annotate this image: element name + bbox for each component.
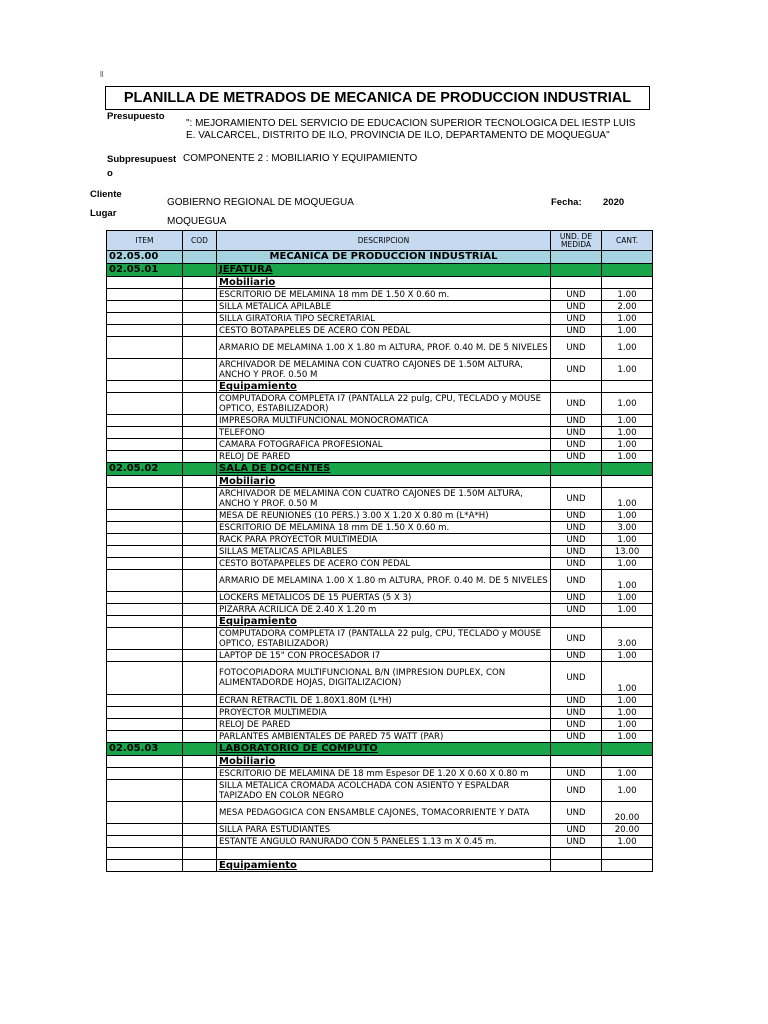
cod-cell <box>183 488 217 510</box>
unit-cell: UND <box>551 313 602 325</box>
description-cell: MECANICA DE PRODUCCION INDUSTRIAL <box>217 251 551 264</box>
cod-cell <box>183 439 217 451</box>
cod-cell <box>183 381 217 393</box>
description-cell: ECRAN RETRACTIL DE 1.80X1.80M (L*H) <box>217 695 551 707</box>
quantity-cell: 1.00 <box>602 719 653 731</box>
item-cell: 02.05.03 <box>107 743 183 756</box>
table-row <box>107 802 653 824</box>
item-cell <box>107 325 183 337</box>
unit-cell: UND <box>551 604 602 616</box>
description-cell: MESA PEDAGOGICA CON ENSAMBLE CAJONES, TOMACORRIENTE Y DATA <box>217 802 551 824</box>
description-cell: PARLANTES AMBIENTALES DE PARED 75 WATT (PAR) <box>217 731 551 743</box>
item-cell <box>107 558 183 570</box>
item-cell <box>107 301 183 313</box>
description-cell <box>217 848 551 860</box>
fecha-label: Fecha: <box>551 197 582 208</box>
unit-cell: UND <box>551 628 602 650</box>
description-cell: Equipamiento <box>217 381 551 393</box>
item-cell <box>107 510 183 522</box>
quantity-cell: 1.00 <box>602 534 653 546</box>
description-cell: PIZARRA ACRILICA DE 2.40 X 1.20 m <box>217 604 551 616</box>
quantity-cell: 1.00 <box>602 337 653 359</box>
quantity-cell: 1.00 <box>602 427 653 439</box>
unit-cell: UND <box>551 415 602 427</box>
table-row <box>107 415 653 427</box>
subheading-row <box>107 756 653 768</box>
table-row <box>107 451 653 463</box>
presupuesto-label: Presupuesto <box>107 111 165 122</box>
table-row <box>107 325 653 337</box>
item-cell <box>107 289 183 301</box>
description-cell: RELOJ DE PARED <box>217 451 551 463</box>
item-cell <box>107 802 183 824</box>
cod-cell <box>183 768 217 780</box>
cod-cell <box>183 616 217 628</box>
description-cell: CESTO BOTAPAPELES DE ACERO CON PEDAL <box>217 325 551 337</box>
table-row <box>107 768 653 780</box>
quantity-cell <box>602 381 653 393</box>
unit-cell <box>551 251 602 264</box>
description-cell: Equipamiento <box>217 616 551 628</box>
table-row <box>107 780 653 802</box>
column-header-cantidad: CANT. <box>602 231 653 251</box>
quantity-cell: 1.00 <box>602 662 653 695</box>
quantity-cell: 1.00 <box>602 393 653 415</box>
description-cell: CAMARA FOTOGRAFICA PROFESIONAL <box>217 439 551 451</box>
item-cell <box>107 488 183 510</box>
table-row <box>107 650 653 662</box>
item-cell <box>107 277 183 289</box>
quantity-cell <box>602 756 653 768</box>
quantity-cell: 1.00 <box>602 451 653 463</box>
table-row <box>107 836 653 848</box>
cod-cell <box>183 546 217 558</box>
unit-cell <box>551 264 602 277</box>
unit-cell: UND <box>551 558 602 570</box>
unit-cell <box>551 756 602 768</box>
subheading-row <box>107 616 653 628</box>
unit-cell: UND <box>551 719 602 731</box>
description-cell: ESCRITORIO DE MELAMINA 18 mm DE 1.50 X 0.60 m. <box>217 522 551 534</box>
unit-cell: UND <box>551 522 602 534</box>
table-row <box>107 289 653 301</box>
table-row <box>107 393 653 415</box>
column-header-unidad: UND. DE MEDIDA <box>551 231 602 251</box>
cod-cell <box>183 510 217 522</box>
item-cell <box>107 393 183 415</box>
description-cell: RACK PARA PROYECTOR MULTIMEDIA <box>217 534 551 546</box>
unit-cell <box>551 616 602 628</box>
item-cell: 02.05.01 <box>107 264 183 277</box>
unit-cell <box>551 463 602 476</box>
unit-cell: UND <box>551 731 602 743</box>
item-cell <box>107 780 183 802</box>
item-cell <box>107 570 183 592</box>
table-row <box>107 628 653 650</box>
description-cell: IMPRESORA MULTIFUNCIONAL MONOCROMATICA <box>217 415 551 427</box>
quantity-cell: 1.00 <box>602 780 653 802</box>
description-cell: CESTO BOTAPAPELES DE ACERO CON PEDAL <box>217 558 551 570</box>
table-row <box>107 707 653 719</box>
cod-cell <box>183 719 217 731</box>
item-cell <box>107 616 183 628</box>
cod-cell <box>183 337 217 359</box>
quantity-cell: 1.00 <box>602 604 653 616</box>
description-cell: SILLA GIRATORIA TIPO SECRETARIAL <box>217 313 551 325</box>
item-cell <box>107 427 183 439</box>
table-row <box>107 313 653 325</box>
cod-cell <box>183 570 217 592</box>
table-row <box>107 301 653 313</box>
cod-cell <box>183 301 217 313</box>
cod-cell <box>183 476 217 488</box>
item-cell: 02.05.00 <box>107 251 183 264</box>
table-row <box>107 534 653 546</box>
quantity-cell: 1.00 <box>602 439 653 451</box>
description-cell: LOCKERS METALICOS DE 15 PUERTAS (5 X 3) <box>217 592 551 604</box>
item-cell <box>107 546 183 558</box>
cod-cell <box>183 731 217 743</box>
table-row <box>107 359 653 381</box>
column-header-cod: COD <box>183 231 217 251</box>
item-cell <box>107 836 183 848</box>
presupuesto-line-2: E. VALCARCEL, DISTRITO DE ILO, PROVINCIA DE ILO, DEPARTAMENTO DE MOQUEGUA" <box>186 130 610 141</box>
item-cell <box>107 719 183 731</box>
description-cell: ARCHIVADOR DE MELAMINA CON CUATRO CAJONES DE 1.50M ALTURA, ANCHO Y PROF. 0.50 M <box>217 488 551 510</box>
cod-cell <box>183 289 217 301</box>
cod-cell <box>183 522 217 534</box>
unit-cell <box>551 860 602 872</box>
item-cell <box>107 662 183 695</box>
column-header-descripcion: DESCRIPCION <box>217 231 551 251</box>
unit-cell: UND <box>551 695 602 707</box>
column-header-item: ITEM <box>107 231 183 251</box>
description-cell: ESCRITORIO DE MELAMINA 18 mm DE 1.50 X 0.60 m. <box>217 289 551 301</box>
quantity-cell: 3.00 <box>602 522 653 534</box>
unit-cell: UND <box>551 439 602 451</box>
cod-cell <box>183 604 217 616</box>
cod-cell <box>183 313 217 325</box>
unit-cell <box>551 848 602 860</box>
cod-cell <box>183 628 217 650</box>
description-cell: ESTANTE ANGULO RANURADO CON 5 PANELES 1.13 m X 0.45 m. <box>217 836 551 848</box>
quantity-cell: 20.00 <box>602 824 653 836</box>
presupuesto-line-1: ": MEJORAMIENTO DEL SERVICIO DE EDUCACION SUPERIOR TECNOLOGICA DEL IESTP LUIS <box>186 118 636 129</box>
unit-cell: UND <box>551 534 602 546</box>
description-cell: Mobiliario <box>217 277 551 289</box>
description-cell: FOTOCOPIADORA MULTIFUNCIONAL B/N (IMPRESION DUPLEX, CON ALIMENTADORDE HOJAS, DIGITALIZACION) <box>217 662 551 695</box>
table-row <box>107 510 653 522</box>
description-cell: SILLA PARA ESTUDIANTES <box>217 824 551 836</box>
description-cell: SILLA METALICA CROMADA ACOLCHADA CON ASIENTO Y ESPALDAR TAPIZADO EN COLOR NEGRO <box>217 780 551 802</box>
lugar-label: Lugar <box>90 208 117 219</box>
cod-cell <box>183 707 217 719</box>
item-cell <box>107 439 183 451</box>
subpresupuesto-value: COMPONENTE 2 : MOBILIARIO Y EQUIPAMIENTO <box>183 153 418 164</box>
description-cell: Equipamiento <box>217 860 551 872</box>
table-row <box>107 719 653 731</box>
item-cell <box>107 522 183 534</box>
unit-cell <box>551 476 602 488</box>
quantity-cell <box>602 848 653 860</box>
quantity-cell: 1.00 <box>602 707 653 719</box>
description-cell: LAPTOP DE 15" CON PROCESADOR I7 <box>217 650 551 662</box>
main-heading-row <box>107 251 653 264</box>
table-row <box>107 558 653 570</box>
unit-cell: UND <box>551 662 602 695</box>
cliente-label: Cliente <box>90 189 122 200</box>
quantity-cell <box>602 616 653 628</box>
quantity-cell: 1.00 <box>602 558 653 570</box>
quantity-cell: 1.00 <box>602 592 653 604</box>
table-row <box>107 604 653 616</box>
quantity-cell: 1.00 <box>602 488 653 510</box>
item-cell <box>107 534 183 546</box>
cod-cell <box>183 824 217 836</box>
description-cell: SILLAS METALICAS APILABLES <box>217 546 551 558</box>
table-row <box>107 731 653 743</box>
quantity-cell <box>602 277 653 289</box>
description-cell: LABORATORIO DE COMPUTO <box>217 743 551 756</box>
table-row <box>107 848 653 860</box>
quantity-cell: 1.00 <box>602 768 653 780</box>
item-cell <box>107 848 183 860</box>
item-cell <box>107 476 183 488</box>
item-cell <box>107 381 183 393</box>
item-cell <box>107 707 183 719</box>
table-row <box>107 522 653 534</box>
unit-cell: UND <box>551 836 602 848</box>
subheading-row <box>107 277 653 289</box>
description-cell: RELOJ DE PARED <box>217 719 551 731</box>
item-cell <box>107 695 183 707</box>
cod-cell <box>183 662 217 695</box>
unit-cell: UND <box>551 592 602 604</box>
unit-cell: UND <box>551 427 602 439</box>
quantity-cell: 1.00 <box>602 695 653 707</box>
section-row <box>107 463 653 476</box>
table-header-row <box>107 231 653 251</box>
subheading-row <box>107 381 653 393</box>
subpresupuesto-label: Subpresupuest <box>107 154 177 165</box>
cod-cell <box>183 780 217 802</box>
cod-cell <box>183 534 217 546</box>
unit-cell: UND <box>551 707 602 719</box>
subpresupuesto-label-wrap: o <box>107 168 113 179</box>
quantity-cell: 2.00 <box>602 301 653 313</box>
item-cell <box>107 860 183 872</box>
unit-cell: UND <box>551 768 602 780</box>
table-row <box>107 570 653 592</box>
cod-cell <box>183 427 217 439</box>
unit-cell: UND <box>551 325 602 337</box>
cod-cell <box>183 463 217 476</box>
description-cell: Mobiliario <box>217 476 551 488</box>
quantity-cell: 20.00 <box>602 802 653 824</box>
description-cell: ARMARIO DE MELAMINA 1.00 X 1.80 m ALTURA, PROF. 0.40 M. DE 5 NIVELES <box>217 337 551 359</box>
item-cell <box>107 650 183 662</box>
unit-cell: UND <box>551 650 602 662</box>
quantity-cell: 1.00 <box>602 510 653 522</box>
item-cell <box>107 604 183 616</box>
unit-cell <box>551 381 602 393</box>
description-cell: SALA DE DOCENTES <box>217 463 551 476</box>
cod-cell <box>183 756 217 768</box>
unit-cell: UND <box>551 359 602 381</box>
item-cell <box>107 824 183 836</box>
fecha-value: 2020 <box>603 197 625 208</box>
cod-cell <box>183 848 217 860</box>
lugar-value: MOQUEGUA <box>167 216 227 227</box>
item-cell <box>107 337 183 359</box>
cod-cell <box>183 393 217 415</box>
quantity-cell <box>602 463 653 476</box>
description-cell: SILLA METALICA APILABLE <box>217 301 551 313</box>
unit-cell: UND <box>551 546 602 558</box>
description-cell: Mobiliario <box>217 756 551 768</box>
description-cell: ESCRITORIO DE MELAMINA DE 18 mm Espesor DE 1.20 X 0.60 X 0.80 m <box>217 768 551 780</box>
description-cell: TELEFONO <box>217 427 551 439</box>
description-cell: PROYECTOR MULTIMEDIA <box>217 707 551 719</box>
item-cell <box>107 768 183 780</box>
quantity-cell: 1.00 <box>602 359 653 381</box>
item-cell <box>107 756 183 768</box>
description-cell: ARCHIVADOR DE MELAMINA CON CUATRO CAJONES DE 1.50M ALTURA, ANCHO Y PROF. 0.50 M <box>217 359 551 381</box>
table-row <box>107 662 653 695</box>
table-row <box>107 488 653 510</box>
item-cell <box>107 359 183 381</box>
quantity-cell <box>602 251 653 264</box>
subheading-row <box>107 476 653 488</box>
cod-cell <box>183 359 217 381</box>
unit-cell: UND <box>551 337 602 359</box>
cod-cell <box>183 836 217 848</box>
item-cell: 02.05.02 <box>107 463 183 476</box>
document-title: PLANILLA DE METRADOS DE MECANICA DE PRODUCCION INDUSTRIAL <box>105 86 650 110</box>
quantity-cell: 1.00 <box>602 415 653 427</box>
quantity-cell: 1.00 <box>602 325 653 337</box>
unit-cell: UND <box>551 393 602 415</box>
unit-cell: UND <box>551 570 602 592</box>
table-row <box>107 695 653 707</box>
cod-cell <box>183 415 217 427</box>
item-cell <box>107 415 183 427</box>
description-cell: ARMARIO DE MELAMINA 1.00 X 1.80 m ALTURA, PROF. 0.40 M. DE 5 NIVELES <box>217 570 551 592</box>
cod-cell <box>183 743 217 756</box>
item-cell <box>107 592 183 604</box>
quantity-cell: 1.00 <box>602 650 653 662</box>
quantity-cell <box>602 860 653 872</box>
unit-cell: UND <box>551 824 602 836</box>
cod-cell <box>183 277 217 289</box>
quantity-cell: 1.00 <box>602 289 653 301</box>
cliente-value: GOBIERNO REGIONAL DE MOQUEGUA <box>167 197 354 208</box>
section-row <box>107 743 653 756</box>
unit-cell: UND <box>551 451 602 463</box>
quantity-cell: 1.00 <box>602 731 653 743</box>
unit-cell: UND <box>551 289 602 301</box>
table-row <box>107 439 653 451</box>
unit-cell: UND <box>551 780 602 802</box>
quantity-cell: 13.00 <box>602 546 653 558</box>
table-row <box>107 427 653 439</box>
description-cell: JEFATURA <box>217 264 551 277</box>
cod-cell <box>183 592 217 604</box>
cod-cell <box>183 558 217 570</box>
description-cell: MESA DE REUNIONES (10 PERS.) 3.00 X 1.20 X 0.80 m (L*A*H) <box>217 510 551 522</box>
section-row <box>107 264 653 277</box>
quantity-cell <box>602 264 653 277</box>
unit-cell: UND <box>551 802 602 824</box>
item-cell <box>107 451 183 463</box>
description-cell: COMPUTADORA COMPLETA I7 (PANTALLA 22 pulg, CPU, TECLADO y MOUSE OPTICO, ESTABILIZADOR) <box>217 628 551 650</box>
table-body <box>107 251 653 872</box>
quantity-cell <box>602 743 653 756</box>
quantity-cell: 1.00 <box>602 836 653 848</box>
table-row <box>107 546 653 558</box>
quantity-cell: 1.00 <box>602 570 653 592</box>
cod-cell <box>183 695 217 707</box>
unit-cell <box>551 743 602 756</box>
unit-cell: UND <box>551 488 602 510</box>
table-row <box>107 824 653 836</box>
item-cell <box>107 628 183 650</box>
table-row <box>107 337 653 359</box>
description-cell: COMPUTADORA COMPLETA I7 (PANTALLA 22 pulg, CPU, TECLADO y MOUSE OPTICO, ESTABILIZADOR) <box>217 393 551 415</box>
cod-cell <box>183 860 217 872</box>
unit-cell <box>551 277 602 289</box>
cod-cell <box>183 264 217 277</box>
cod-cell <box>183 451 217 463</box>
cod-cell <box>183 325 217 337</box>
cod-cell <box>183 251 217 264</box>
quantity-cell: 3.00 <box>602 628 653 650</box>
cod-cell <box>183 650 217 662</box>
unit-cell: UND <box>551 510 602 522</box>
item-cell <box>107 731 183 743</box>
cod-cell <box>183 802 217 824</box>
unit-cell: UND <box>551 301 602 313</box>
quantity-cell: 1.00 <box>602 313 653 325</box>
page-corner-mark: ll <box>100 70 104 79</box>
quantity-cell <box>602 476 653 488</box>
metrados-table <box>106 230 653 872</box>
table-row <box>107 592 653 604</box>
item-cell <box>107 313 183 325</box>
subheading-row <box>107 860 653 872</box>
